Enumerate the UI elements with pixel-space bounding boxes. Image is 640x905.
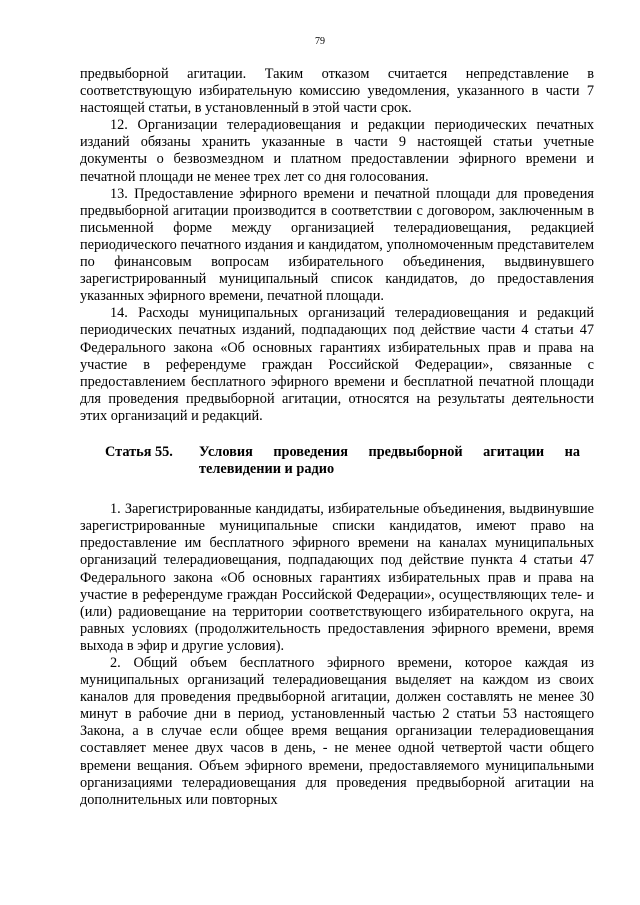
paragraph-clause-13: 13. Предоставление эфирного времени и печатной площади для проведения предвыборной агитации производится в соответствии с договором, заключенным в письменной форме между организацией телерадиовещания, редакцией периодического печатного издания и кандидатом, уполномоченным представителем по финансовым вопросам избирательного объединения, выдвинувшего зарегистрированный муниципальный список кандидатов, до предоставления указанных эфирного времени, печатной площади. — [80, 185, 594, 305]
article-number: Статья 55. — [105, 443, 173, 460]
article-title: Условия проведения предвыборной агитации на телевидении и радио — [199, 443, 580, 478]
paragraph-clause-14: 14. Расходы муниципальных организаций телерадиовещания и редакций периодических печатных изданий, подпадающих под действие части 4 статьи 47 Федерального закона «Об основных гарантиях избирательных прав и права на участие в референдуме граждан Российской Федерации», связанные с предоставлением бесплатного эфирного времени и бесплатной печатной площади для проведения предвыборной агитации, относятся на результаты деятельности этих организаций и редакций. — [80, 305, 594, 424]
paragraph-article-clause-2: 2. Общий объем бесплатного эфирного времени, которое каждая из муниципальных организаций телерадиовещания выделяет на каждом из своих каналов для проведения предвыборной агитации, должен составлять не менее 30 минут в рабочие дни в период, установленный частью 2 статьи 53 настоящего Закона, а в случае если общее время вещания организации телерадиовещания составляет менее двух часов в день, - не менее одной четвертой части общего времени вещания. Объем эфирного времени, предоставляемого муниципальными организациями телерадиовещания для проведения предвыборной агитации на дополнительных или повторных — [80, 655, 594, 808]
page-number: 79 — [315, 36, 325, 47]
paragraph-clause-12: 12. Организации телерадиовещания и редакции периодических печатных изданий обязаны хранить указанные в части 9 настоящей статьи учетные документы о безвозмездном и платном предоставлении эфирного времени и печатной площади не менее трех лет со дня голосования. — [80, 117, 594, 185]
paragraph-article-clause-1: 1. Зарегистрированные кандидаты, избирательные объединения, выдвинувшие зарегистрированные муниципальные списки кандидатов, имеют право на предоставление им бесплатного эфирного времени на каналах муниципальных организаций телерадиовещания, подпадающих под действие пункта 4 статьи 47 Федерального закона «Об основных гарантиях избирательных прав и права на участие в референдуме граждан Российской Федерации», осуществляющих теле- и (или) радиовещание на территории соответствующего избирательного округа, на равных условиях (продолжительность предоставления эфирного времени, время выхода в эфир и другие условия). — [80, 501, 594, 654]
document-body — [80, 66, 594, 809]
article-heading — [80, 444, 594, 478]
paragraph-continuation: предвыборной агитации. Таким отказом считается непредставление в соответствующую избирательную комиссию уведомления, указанного в части 7 настоящей статьи, в установленный в этой части срок. — [80, 66, 594, 117]
